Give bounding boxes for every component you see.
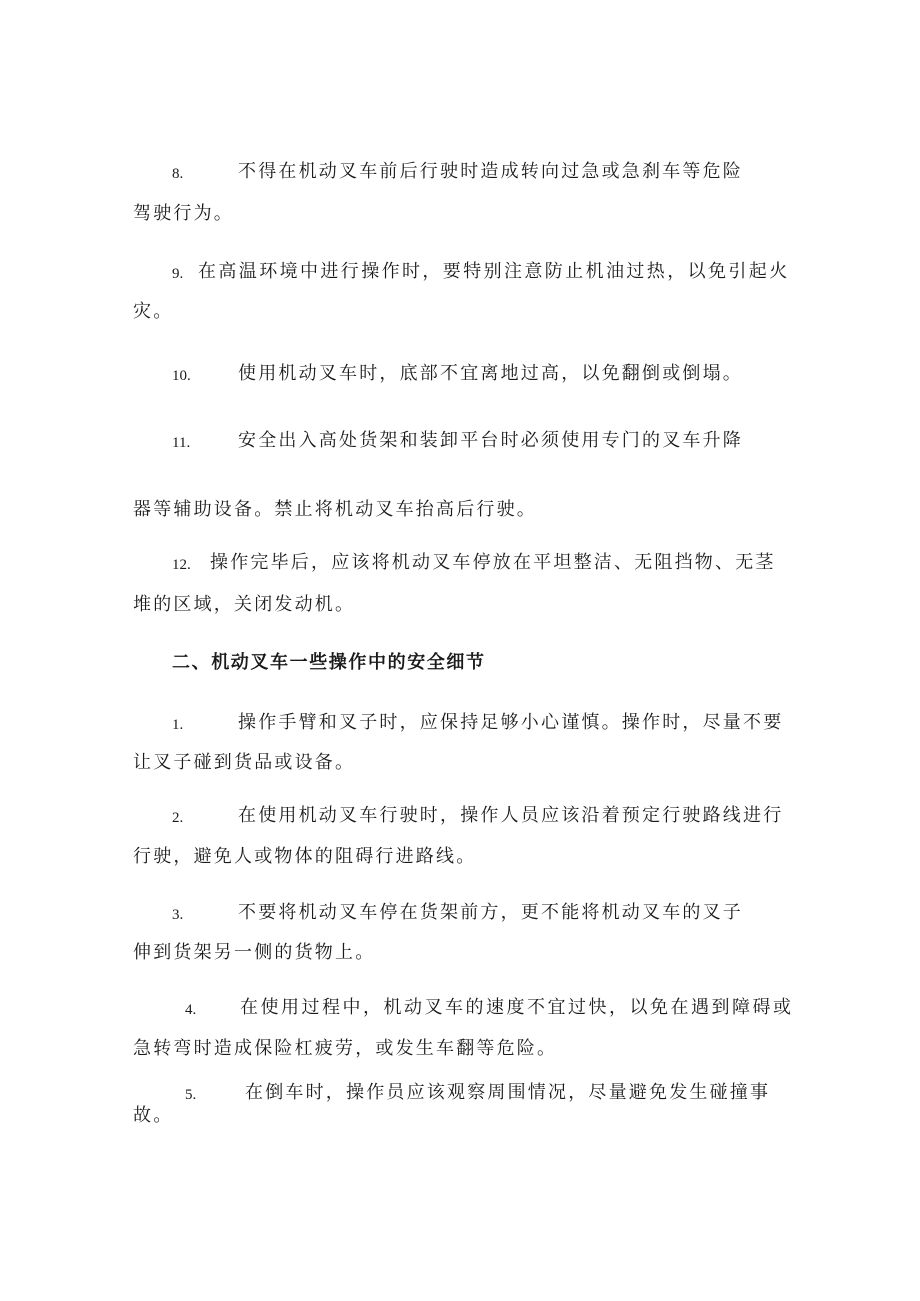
item-number: 2. bbox=[172, 810, 184, 826]
item-number: 12. bbox=[172, 557, 191, 573]
item-text-line: 不要将机动叉车停在货架前方，更不能将机动叉车的叉子 bbox=[238, 902, 743, 923]
item-text-line: 在倒车时，操作员应该观察周围情况，尽量避免发生碰撞事 bbox=[245, 1082, 771, 1103]
item-text-line: 在使用机动叉车行驶时，操作人员应该沿着预定行驶路线进行 bbox=[238, 805, 784, 826]
item-number: 8. bbox=[172, 166, 184, 182]
item-number: 10. bbox=[172, 368, 191, 384]
item-text-line: 行驶，避免人或物体的阻碍行进路线。 bbox=[133, 846, 477, 867]
item-text-line: 不得在机动叉车前后行驶时造成转向过急或急刹车等危险 bbox=[238, 161, 743, 182]
item-text-line: 安全出入高处货架和装卸平台时必须使用专门的叉车升降 bbox=[238, 430, 743, 451]
item-text-line: 驾驶行为。 bbox=[133, 203, 234, 224]
item-number: 1. bbox=[172, 717, 184, 733]
item-number: 3. bbox=[172, 907, 184, 923]
item-text-line: 灾。 bbox=[133, 301, 174, 322]
item-text-line: 使用机动叉车时，底部不宜离地过高，以免翻倒或倒塌。 bbox=[238, 363, 743, 384]
item-text-line: 堆的区域，关闭发动机。 bbox=[133, 594, 356, 615]
item-text-line: 器等辅助设备。禁止将机动叉车抬高后行驶。 bbox=[133, 499, 537, 520]
item-text-line: 操作完毕后，应该将机动叉车停放在平坦整洁、无阻挡物、无茎 bbox=[210, 552, 776, 573]
item-number: 4. bbox=[185, 1002, 197, 1018]
item-text-line: 急转弯时造成保险杠疲劳，或发生车翻等危险。 bbox=[133, 1038, 558, 1059]
section-heading: 二、机动叉车一些操作中的安全细节 bbox=[172, 652, 486, 673]
item-text-line: 让叉子碰到货品或设备。 bbox=[133, 752, 356, 773]
item-text-line: 在高温环境中进行操作时，要特别注意防止机油过热，以免引起火 bbox=[198, 261, 790, 282]
item-text-line: 操作手臂和叉子时，应保持足够小心谨慎。操作时，尽量不要 bbox=[238, 712, 784, 733]
item-number: 11. bbox=[172, 435, 191, 451]
item-number: 9. bbox=[172, 266, 184, 282]
item-number: 5. bbox=[185, 1087, 197, 1103]
item-text-line: 伸到货架另一侧的货物上。 bbox=[133, 942, 376, 963]
item-text-line: 故。 bbox=[133, 1105, 174, 1126]
item-text-line: 在使用过程中，机动叉车的速度不宜过快，以免在遇到障碍或 bbox=[240, 997, 794, 1018]
